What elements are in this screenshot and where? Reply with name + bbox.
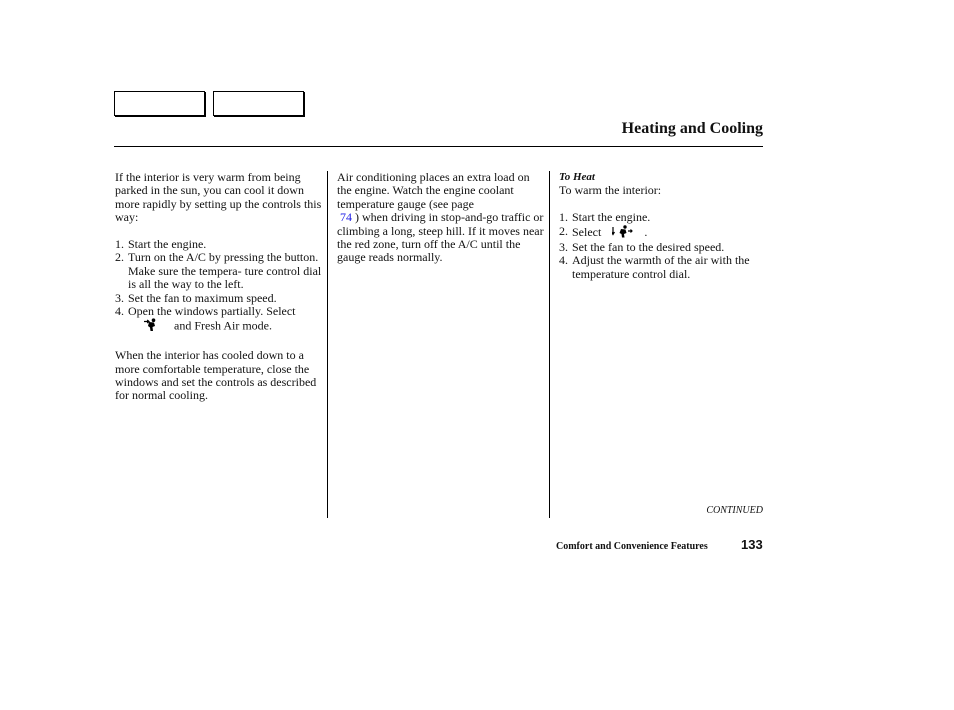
section-heading: To Heat	[559, 171, 595, 183]
page-link[interactable]: 74	[340, 210, 352, 225]
footer-section-title: Comfort and Convenience Features	[556, 541, 708, 552]
column-cooling	[115, 171, 325, 403]
heating-intro: To warm the interior:	[559, 183, 662, 198]
column-heating	[559, 171, 763, 281]
list-item: 4. Open the windows partially. Select and Fresh Air mode.	[115, 305, 325, 336]
column-divider	[327, 171, 328, 518]
cooling-intro: If the interior is very warm from being parked in the sun, you can cool it down more rapidly by setting up the controls this way:	[115, 170, 322, 225]
list-item: 1. Start the engine.	[115, 237, 207, 252]
vent-mode-icon	[144, 318, 160, 335]
page-title: Heating and Cooling	[621, 120, 763, 137]
next-page-button[interactable]	[213, 91, 304, 116]
page-number: 133	[741, 537, 763, 552]
previous-page-button[interactable]	[114, 91, 205, 116]
list-item: 2. Select .	[559, 225, 763, 241]
continued-label: CONTINUED	[706, 505, 763, 516]
list-item: 2. Turn on the A/C by pressing the button. Make sure the tempera- ture control dial is all the way to the left.	[115, 250, 322, 292]
column-ac-note: Air conditioning places an extra load on the engine. Watch the engine coolant temperature gauge (see page 74 ) when driving in stop-and-go traffic or climbing a long, steep hill. If it moves near the red zone, turn off the A/C until the gauge reads normally.	[337, 170, 544, 265]
list-item: 4. Adjust the warmth of the air with the temperature control dial.	[559, 253, 750, 281]
list-item: 3. Set the fan to the desired speed.	[559, 240, 725, 255]
cooling-outro: When the interior has cooled down to a more comfortable temperature, close the windows and set the controls as described for normal cooling.	[115, 348, 317, 403]
column-divider	[549, 171, 550, 518]
list-item: 3. Set the fan to maximum speed.	[115, 290, 277, 305]
list-item: 1. Start the engine.	[559, 210, 651, 225]
floor-mode-icon	[612, 225, 634, 241]
title-divider	[114, 146, 763, 147]
